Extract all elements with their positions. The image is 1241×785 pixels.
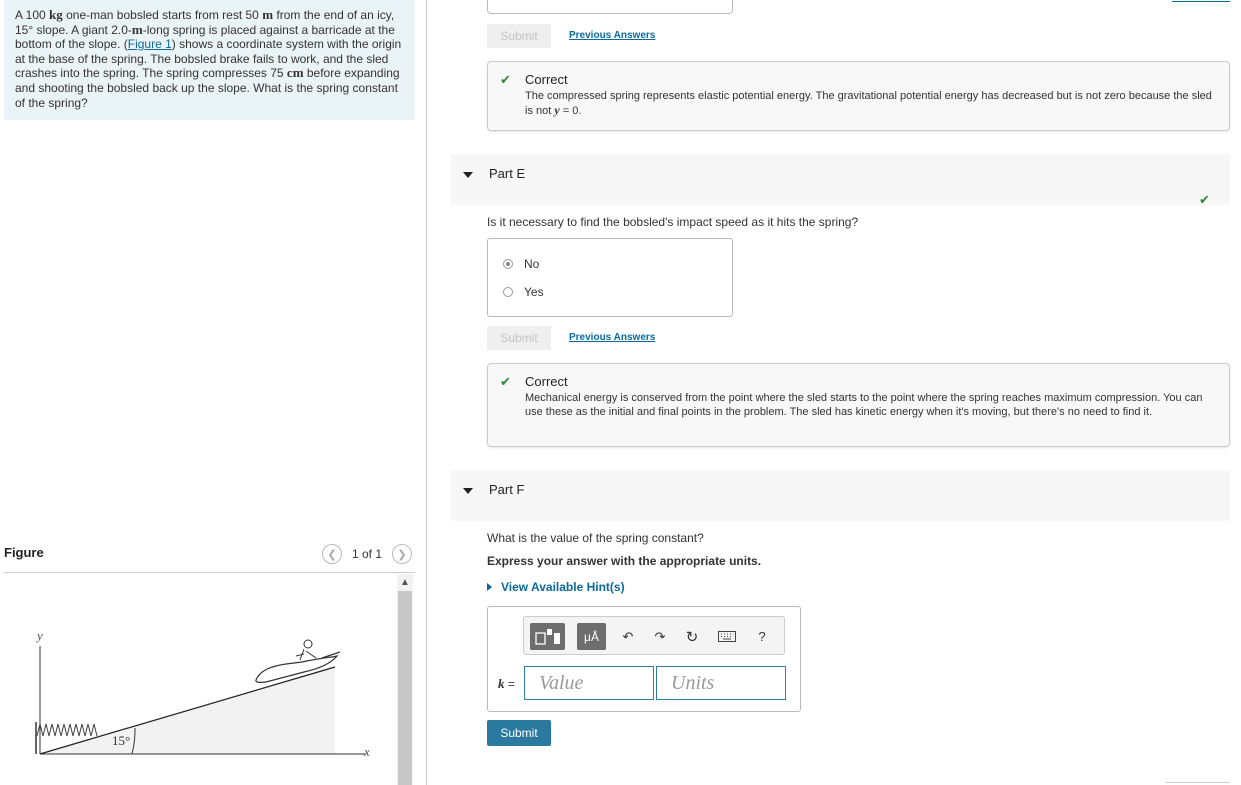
- bobsled-diagram: [4, 574, 398, 785]
- part-f-question: What is the value of the spring constant?: [487, 531, 704, 545]
- value-input[interactable]: Value: [524, 666, 654, 700]
- figure-scrollbar[interactable]: [397, 574, 413, 785]
- view-hints-link[interactable]: View Available Hint(s): [487, 580, 625, 594]
- templates-icon[interactable]: [530, 623, 565, 650]
- part-f-instruction: Express your answer with the appropriate units.: [487, 554, 762, 568]
- part-d-submit-button[interactable]: Submit: [487, 24, 551, 48]
- figure-link[interactable]: Figure 1: [127, 37, 172, 52]
- collapse-triangle-icon[interactable]: [463, 488, 473, 494]
- figure-title: Figure: [4, 545, 44, 560]
- collapse-triangle-icon[interactable]: [463, 172, 473, 178]
- part-f-answer-box: [487, 606, 801, 712]
- panel-divider: [426, 0, 427, 785]
- scroll-up-icon[interactable]: ▲: [400, 576, 410, 588]
- option-yes[interactable]: Yes: [503, 285, 544, 299]
- undo-icon[interactable]: ↶: [622, 628, 634, 644]
- footer-line: [1166, 782, 1230, 783]
- figure-count: 1 of 1: [351, 547, 382, 561]
- chevron-right-icon[interactable]: ❯: [392, 544, 412, 564]
- part-f-title: Part F: [489, 482, 525, 497]
- part-e-question: Is it necessary to find the bobsled's impact speed as it hits the spring?: [487, 215, 859, 229]
- feedback-title: Correct: [525, 374, 568, 389]
- feedback-title: Correct: [525, 72, 568, 87]
- redo-icon[interactable]: ↷: [654, 628, 666, 644]
- part-d-previous-answers-link[interactable]: Previous Answers: [569, 30, 656, 41]
- part-e-submit-button[interactable]: Submit: [487, 326, 551, 350]
- variable-label: k =: [498, 676, 515, 691]
- check-icon: ✔: [500, 374, 511, 389]
- slope-fill: [36, 666, 335, 754]
- part-d-answer-box: [487, 0, 733, 14]
- review-link-fragment[interactable]: [1172, 0, 1230, 2]
- problem-statement: A 100 kg one-man bobsled starts from rest 50 m from the end of an icy, 15° slope. A giant 2.0-m-long spring is placed against a barricade at the bottom of the slope. (Figure 1) shows a coordinate system with the origin at the base of the spring. The bobsled brake fails to work, and the sled crashes into the spring. The spring compresses 75 cm before expanding and shooting the bobsled back up the slope. What is the spring constant of the spring?: [4, 0, 415, 120]
- part-e-options: [487, 238, 733, 317]
- option-no[interactable]: No: [503, 257, 539, 271]
- check-icon: ✔: [500, 72, 511, 87]
- feedback-text: Mechanical energy is conserved from the point where the sled starts to the point where the spring reaches maximum compression. You can use these as the initial and final points in the problem. The sled has kinetic energy when it's moving, but there's no need to find it.: [525, 392, 1203, 418]
- units-button[interactable]: μÅ: [577, 623, 606, 650]
- radio-no[interactable]: [503, 259, 513, 269]
- help-button[interactable]: ?: [758, 629, 766, 644]
- y-axis-label: y: [37, 628, 43, 643]
- units-input[interactable]: Units: [656, 666, 786, 700]
- part-d-feedback: [487, 61, 1230, 131]
- part-e-header[interactable]: [451, 154, 1230, 205]
- part-f-header[interactable]: [451, 470, 1230, 521]
- part-e-title: Part E: [489, 166, 526, 181]
- chevron-left-icon[interactable]: ❮: [322, 544, 342, 564]
- part-e-previous-answers-link[interactable]: Previous Answers: [569, 332, 656, 343]
- figure-header: [4, 540, 415, 573]
- part-f-submit-button[interactable]: Submit: [487, 720, 551, 746]
- scroll-thumb[interactable]: [398, 591, 412, 785]
- radio-yes[interactable]: [503, 287, 513, 297]
- feedback-text: The compressed spring represents elastic potential energy. The gravitational potential energy has decreased but is not zero because the sled is not y = 0.: [525, 90, 1212, 117]
- math-toolbar: [523, 616, 785, 655]
- reset-icon[interactable]: ↻: [685, 628, 699, 646]
- part-e-feedback: [487, 363, 1230, 447]
- spring: [37, 724, 97, 736]
- figure-nav: [322, 544, 412, 564]
- angle-label: 15°: [112, 733, 131, 748]
- figure-image: [4, 574, 398, 785]
- x-axis-label: x: [364, 744, 370, 759]
- part-e-complete-check-icon: ✔: [1199, 192, 1210, 207]
- keyboard-icon[interactable]: [714, 623, 740, 650]
- expand-triangle-icon: [487, 583, 492, 591]
